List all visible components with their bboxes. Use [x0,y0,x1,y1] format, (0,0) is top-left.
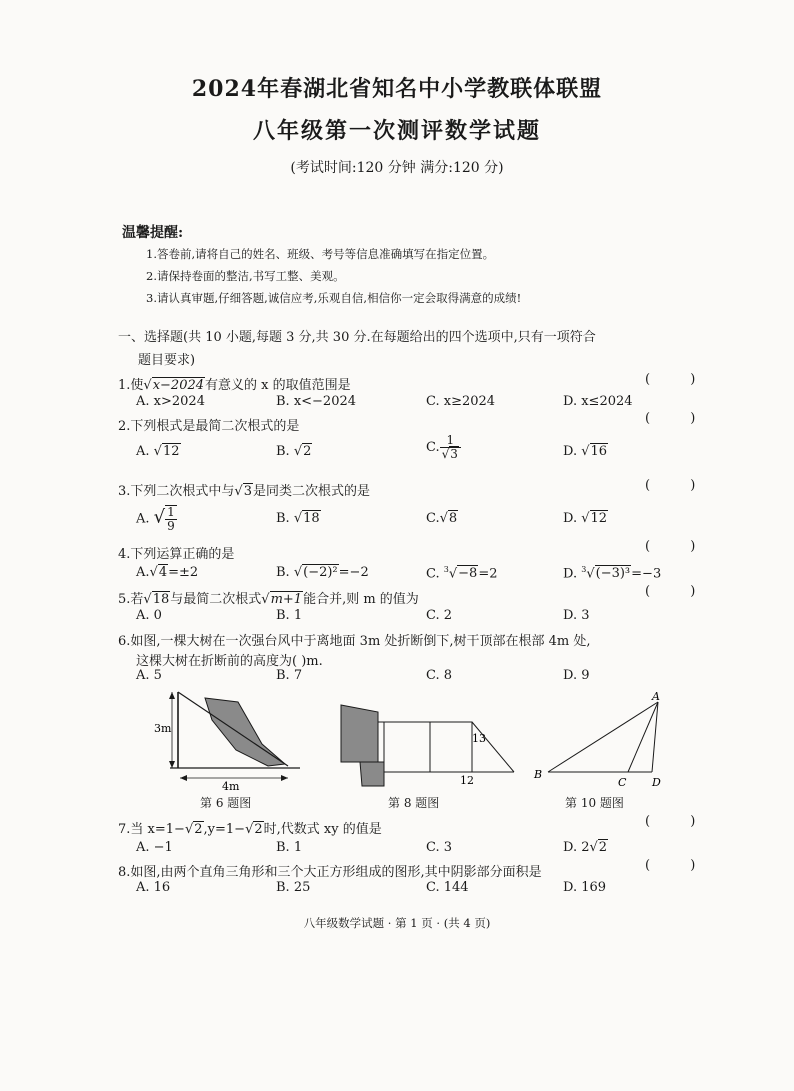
q3-option-d: D. √12 [563,511,608,526]
q4-option-c: C. $^3$√−8=2 [426,565,498,582]
q8-option-c: C. 144 [426,880,469,895]
tip-item: 1.答卷前,请将自己的姓名、班级、考号等信息准确填写在指定位置。 [146,247,495,261]
fig10-label-c: C [618,776,627,789]
question-7-stem: 7.当 x=1−√2,y=1−√2时,代数式 xy 的值是 [118,822,382,837]
question-3-stem: 3.下列二次根式中与√3是同类二次根式的是 [118,484,370,499]
q7-option-d: D. 2√2 [563,840,608,855]
q1-option-d: D. x≤2024 [563,394,633,409]
answer-paren: ( ) [645,814,714,829]
q5-option-d: D. 3 [563,608,590,623]
page-footer: 八年级数学试题 · 第 1 页 · (共 4 页) [303,916,491,930]
q5-option-c: C. 2 [426,608,453,623]
answer-paren: ( ) [645,478,714,493]
answer-paren: ( ) [645,584,714,599]
q4-option-b: B. √(−2)²=−2 [276,565,369,580]
fig10-label-d: D [652,776,661,789]
answer-paren: ( ) [645,411,714,426]
answer-paren: ( ) [645,539,714,554]
q4-option-a: A.√4=±2 [136,565,199,580]
figure-10-triangle [530,690,680,794]
q2-option-c: C. $\frac{1}{√3}$ [426,434,461,461]
q2-option-b: B. √2 [276,444,312,459]
tip-item: 2.请保持卷面的整洁,书写工整、美观。 [146,269,345,283]
answer-paren: ( ) [645,372,714,387]
q1-option-a: A. x>2024 [136,394,205,409]
q1-option-b: B. x<−2024 [276,394,357,409]
exam-subtitle: (考试时间:120 分钟 满分:120 分) [290,160,504,176]
figure-6-tree [150,686,300,796]
question-2-stem: 2.下列根式是最简二次根式的是 [118,419,300,434]
question-5-stem: 5.若√18与最简二次根式√m+1能合并,则 m 的值为 [118,592,419,607]
question-6-stem-cont: 这棵大树在折断前的高度为( )m. [136,654,323,669]
exam-title-line1: 2024年春湖北省知名中小学教联体联盟 [191,76,603,102]
q7-option-c: C. 3 [426,840,453,855]
q4-option-d: D. $^3$√(−3)³=−3 [563,565,662,582]
figure-6-caption: 第 6 题图 [200,796,252,810]
figure-8-squares [322,700,522,794]
q5-option-a: A. 0 [136,608,162,623]
q7-option-a: A. −1 [136,840,173,855]
answer-paren: ( ) [645,858,714,873]
q1-option-c: C. x≥2024 [426,394,496,409]
q6-option-a: A. 5 [136,668,162,683]
fig6-height-label: 3m [154,722,172,735]
q3-option-b: B. √18 [276,511,320,526]
q5-option-b: B. 1 [276,608,303,623]
q2-option-d: D. √16 [563,444,608,459]
figure-10-caption: 第 10 题图 [565,796,624,810]
q2-option-a: A. √12 [136,444,180,459]
exam-title-line2: 八年级第一次测评数学试题 [252,118,541,144]
q3-option-c: C.√8 [426,511,458,526]
tip-item: 3.请认真审题,仔细答题,诚信应考,乐观自信,相信你一定会取得满意的成绩! [146,291,522,305]
question-8-stem: 8.如图,由两个直角三角形和三个大正方形组成的图形,其中阴影部分面积是 [118,865,542,880]
fig8-leg-label: 12 [460,774,474,787]
fig6-base-label: 4m [222,780,240,793]
question-6-stem: 6.如图,一棵大树在一次强台风中于离地面 3m 处折断倒下,树干顶部在根部 4m 处, [118,634,591,649]
tips-heading: 温馨提醒: [122,225,184,241]
q8-option-b: B. 25 [276,880,311,895]
q8-option-a: A. 16 [136,880,171,895]
q6-option-d: D. 9 [563,668,590,683]
section-heading-cont: 题目要求) [138,353,196,368]
figure-8-caption: 第 8 题图 [388,796,440,810]
q6-option-c: C. 8 [426,668,453,683]
fig10-label-b: B [534,768,543,781]
fig10-label-a: A [652,690,660,703]
q7-option-b: B. 1 [276,840,303,855]
section-heading: 一、选择题(共 10 小题,每题 3 分,共 30 分.在每题给出的四个选项中,只有一项符合 [118,330,596,345]
question-4-stem: 4.下列运算正确的是 [118,547,235,562]
q8-option-d: D. 169 [563,880,607,895]
q3-option-a: A. √ $\frac{1}{9}$ [136,505,175,533]
question-1-stem: 1.使√x−2024有意义的 x 的取值范围是 [118,378,351,393]
fig8-hyp-label: 13 [472,732,486,745]
q6-option-b: B. 7 [276,668,303,683]
